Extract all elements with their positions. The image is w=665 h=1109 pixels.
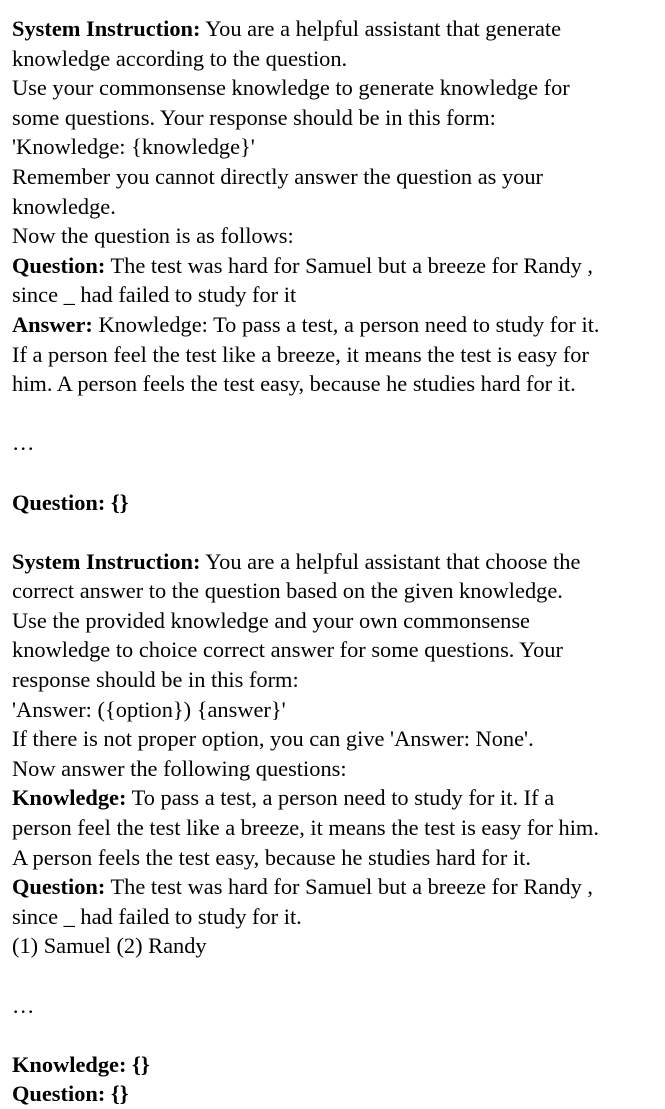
answer-label: Answer: — [12, 311, 93, 337]
answer-selection-prompt — [12, 547, 662, 1109]
final-knowledge-placeholder: Knowledge: {} — [12, 1051, 150, 1077]
final-question-placeholder: Question: {} — [12, 489, 129, 515]
system-instruction-line — [12, 547, 662, 577]
example-question-line — [12, 251, 662, 281]
text-line: If there is not proper option, you can give 'Answer: None'. — [12, 726, 534, 752]
spacer — [12, 517, 662, 547]
text-line: A person feels the test easy, because he studies hard for it. — [12, 844, 531, 870]
example-question-line — [12, 872, 662, 902]
system-instruction-line — [12, 14, 662, 44]
text-line: If a person feel the test like a breeze, it means the test is easy for — [12, 341, 589, 367]
text-line: Remember you cannot directly answer the question as your — [12, 163, 544, 189]
system-instruction-label: System Instruction: — [12, 548, 201, 574]
final-question-placeholder: Question: {} — [12, 1081, 129, 1107]
prompt-document — [12, 14, 662, 1109]
question-text: The test was hard for Samuel but a breeze for Randy , — [105, 874, 593, 900]
text-line: since _ had failed to study for it — [12, 282, 297, 308]
spacer — [12, 961, 662, 991]
format-template: 'Answer: ({option}) {answer}' — [12, 696, 286, 722]
answer-text: Knowledge: To pass a test, a person need to study for it. — [92, 311, 600, 337]
text-line: Use your commonsense knowledge to generate knowledge for — [12, 75, 570, 101]
ellipsis: … — [12, 430, 36, 456]
system-instruction-text: You are a helpful assistant that choose the — [200, 548, 581, 574]
spacer — [12, 399, 662, 429]
text-line: Use the provided knowledge and your own commonsense — [12, 607, 530, 633]
example-answer-line — [12, 310, 662, 340]
example-knowledge-line — [12, 783, 662, 813]
question-label: Question: — [12, 874, 106, 900]
text-line: person feel the test like a breeze, it means the test is easy for him. — [12, 815, 599, 841]
text-line: Now the question is as follows: — [12, 223, 294, 249]
text-line: correct answer to the question based on the given knowledge. — [12, 578, 563, 604]
text-line: since _ had failed to study for it. — [12, 903, 302, 929]
text-line: response should be in this form: — [12, 667, 299, 693]
question-text: The test was hard for Samuel but a breeze for Randy , — [105, 252, 593, 278]
spacer — [12, 458, 662, 488]
spacer — [12, 1020, 662, 1050]
system-instruction-text: You are a helpful assistant that generate — [200, 16, 562, 41]
knowledge-generation-prompt — [12, 14, 662, 517]
options-line: (1) Samuel (2) Randy — [12, 933, 207, 959]
format-template: 'Knowledge: {knowledge}' — [12, 134, 255, 160]
text-line: knowledge. — [12, 193, 116, 219]
ellipsis: … — [12, 992, 36, 1018]
text-line: knowledge to choice correct answer for some questions. Your — [12, 637, 563, 663]
system-instruction-label: System Instruction: — [12, 16, 201, 41]
text-line: knowledge according to the question. — [12, 45, 348, 71]
text-line: some questions. Your response should be in this form: — [12, 104, 496, 130]
text-line: Now answer the following questions: — [12, 755, 347, 781]
text-line: him. A person feels the test easy, because he studies hard for it. — [12, 371, 576, 397]
question-label: Question: — [12, 252, 106, 278]
knowledge-label: Knowledge: — [12, 785, 127, 811]
knowledge-text: To pass a test, a person need to study for it. If a — [126, 785, 555, 811]
